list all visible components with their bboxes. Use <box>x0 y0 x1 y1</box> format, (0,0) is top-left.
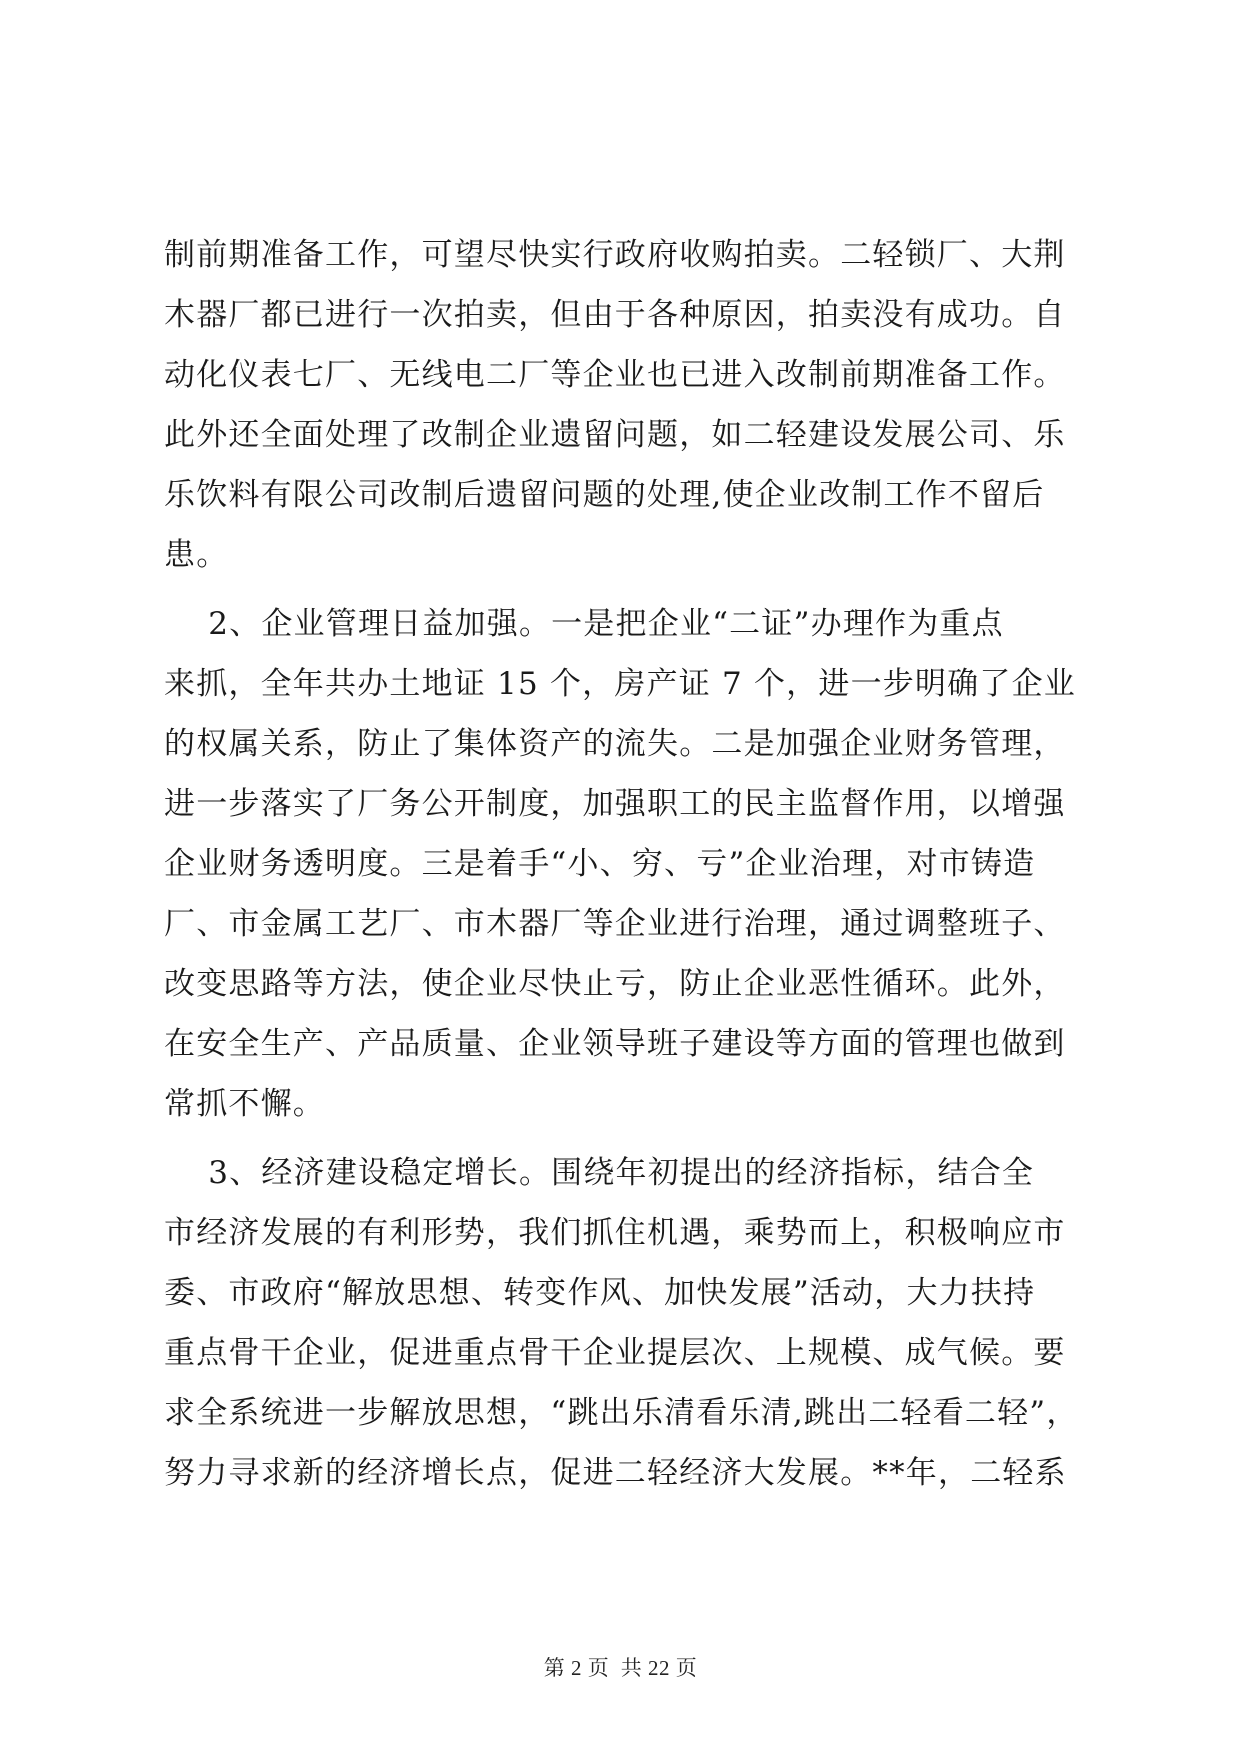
text-line: 市经济发展的有利形势，我们抓住机遇，乘势而上，积极响应市 <box>164 1215 1066 1251</box>
text-line: 动化仪表七厂、无线电二厂等企业也已进入改制前期准备工作。 <box>164 357 1066 393</box>
paragraph <box>164 1143 1084 1503</box>
document-body <box>164 225 1084 1503</box>
page-number-footer: 第 2 页 共 22 页 <box>543 1656 698 1680</box>
paragraph-spacer <box>164 1134 1084 1143</box>
text-line: 委、市政府“解放思想、转变作风、加快发展”活动，大力扶持 <box>164 1275 1036 1311</box>
paragraph <box>164 594 1084 1134</box>
text-line: 厂、市金属工艺厂、市木器厂等企业进行治理，通过调整班子、 <box>164 906 1066 942</box>
paragraph-spacer <box>164 585 1084 594</box>
text-line: 制前期准备工作，可望尽快实行政府收购拍卖。二轻锁厂、大荆 <box>164 237 1066 273</box>
text-line: 乐饮料有限公司改制后遗留问题的处理,使企业改制工作不留后 <box>164 477 1045 513</box>
text-line: 的权属关系，防止了集体资产的流失。二是加强企业财务管理， <box>164 726 1066 762</box>
text-line: 企业财务透明度。三是着手“小、穷、亏”企业治理，对市铸造 <box>164 846 1036 882</box>
text-line: 努力寻求新的经济增长点，促进二轻经济大发展。**年，二轻系 <box>164 1455 1067 1491</box>
text-line: 患。 <box>164 537 229 573</box>
paragraph <box>164 225 1084 585</box>
text-line: 3、经济建设稳定增长。围绕年初提出的经济指标，结合全 <box>164 1155 1035 1191</box>
text-line: 求全系统进一步解放思想，“跳出乐清看乐清,跳出二轻看二轻”， <box>164 1395 1079 1431</box>
text-line: 木器厂都已进行一次拍卖，但由于各种原因，拍卖没有成功。自 <box>164 297 1066 333</box>
text-line: 进一步落实了厂务公开制度，加强职工的民主监督作用，以增强 <box>164 786 1066 822</box>
text-line: 来抓，全年共办土地证 15 个，房产证 7 个，进一步明确了企业 <box>164 666 1076 702</box>
text-line: 此外还全面处理了改制企业遗留问题，如二轻建设发展公司、乐 <box>164 417 1066 453</box>
text-line: 在安全生产、产品质量、企业领导班子建设等方面的管理也做到 <box>164 1026 1066 1062</box>
text-line: 2、企业管理日益加强。一是把企业“二证”办理作为重点 <box>164 606 1004 642</box>
text-line: 常抓不懈。 <box>164 1086 325 1122</box>
text-line: 重点骨干企业，促进重点骨干企业提层次、上规模、成气候。要 <box>164 1335 1066 1371</box>
text-line: 改变思路等方法，使企业尽快止亏，防止企业恶性循环。此外， <box>164 966 1066 1002</box>
